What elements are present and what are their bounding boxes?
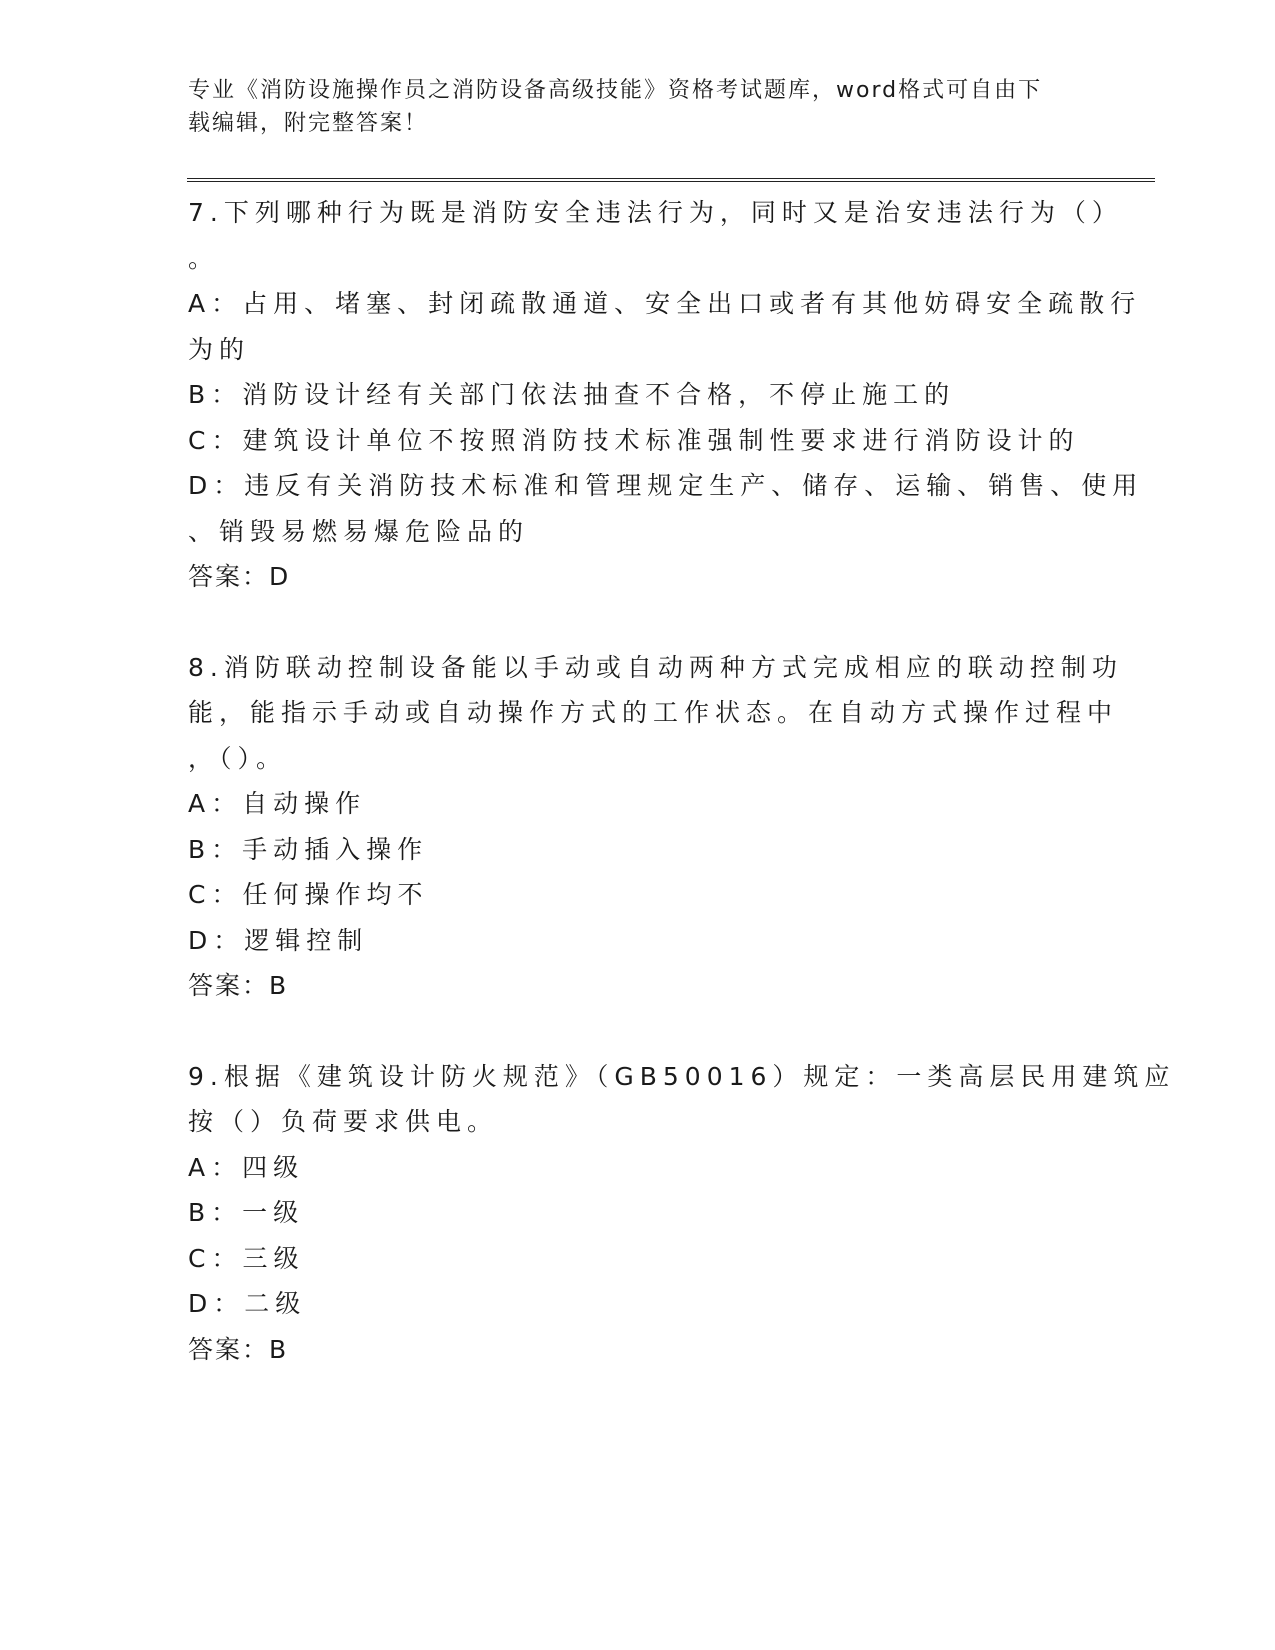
question-stem-line: 9.根据《建筑设计防火规范》（GB50016）规定：一类高层民用建筑应: [188, 1061, 1176, 1091]
option-a: A：占用、堵塞、封闭疏散通道、安全出口或者有其他妨碍安全疏散行: [188, 289, 1142, 318]
question-stem-line: 按（）负荷要求供电。: [188, 1107, 499, 1136]
option-b: B：一级: [188, 1198, 305, 1227]
option-c: C：建筑设计单位不按照消防技术标准强制性要求进行消防设计的: [188, 425, 1080, 455]
answer: 答案：B: [188, 971, 289, 1000]
answer: 答案：B: [188, 1334, 289, 1364]
header-line-2: 载编辑，附完整答案！: [188, 111, 429, 136]
option-a: A：自动操作: [188, 789, 367, 818]
option-b: B：消防设计经有关部门依法抽查不合格，不停止施工的: [188, 380, 956, 409]
option-d: D：二级: [188, 1289, 307, 1318]
question-list: [188, 190, 1176, 1417]
question-8: [188, 645, 1123, 1009]
question-7: [188, 190, 1144, 600]
option-d: D：违反有关消防技术标准和管理规定生产、储存、运输、销售、使用: [188, 471, 1144, 500]
document-header: [188, 74, 1068, 140]
header-line-1: 专业《消防设施操作员之消防设备高级技能》资格考试题库，word格式可自由下: [188, 78, 1043, 103]
question-9: [188, 1054, 1176, 1373]
option-a: A：四级: [188, 1152, 305, 1182]
question-stem-line: 。: [188, 243, 220, 273]
option-a-continued: 为的: [188, 334, 251, 364]
answer: 答案：D: [188, 562, 291, 591]
question-stem-line: 能，能指示手动或自动操作方式的工作状态。在自动方式操作过程中: [188, 698, 1119, 727]
option-b: B：手动插入操作: [188, 834, 429, 864]
question-stem-line: 7.下列哪种行为既是消防安全违法行为，同时又是治安违法行为（）: [188, 198, 1123, 227]
option-c: C：任何操作均不: [188, 880, 429, 909]
option-d-continued: 、销毁易燃易爆危险品的: [188, 516, 530, 546]
question-stem-line: 8.消防联动控制设备能以手动或自动两种方式完成相应的联动控制功: [188, 652, 1123, 682]
question-stem-line: ，（）。: [188, 743, 288, 773]
option-c: C：三级: [188, 1243, 305, 1273]
header-divider: [187, 178, 1155, 182]
option-d: D：逻辑控制: [188, 925, 369, 955]
